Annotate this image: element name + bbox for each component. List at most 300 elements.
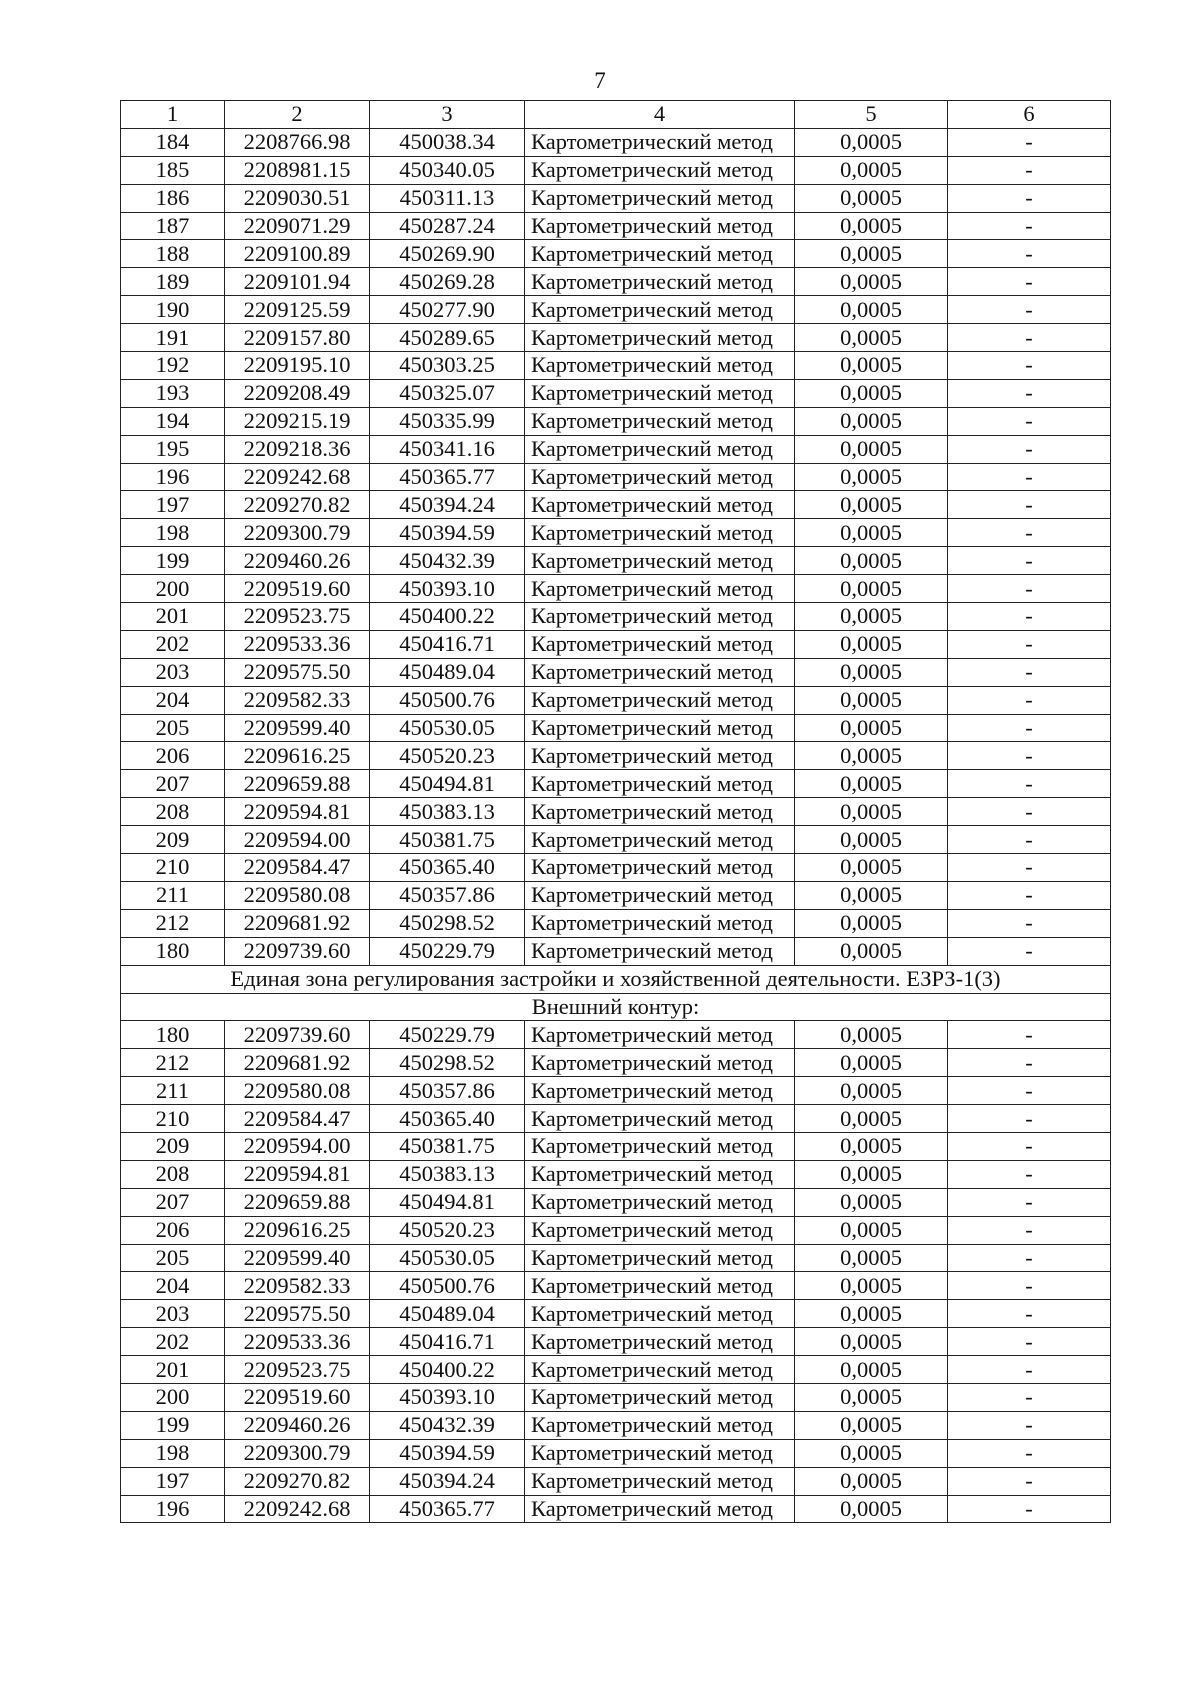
point-number-cell: 199 (121, 1411, 225, 1439)
y-coordinate-cell: 450520.23 (370, 1216, 525, 1244)
table-row (121, 1105, 1111, 1133)
table-row (121, 909, 1111, 937)
method-cell: Картометрический метод (525, 1439, 795, 1467)
note-cell: - (948, 1411, 1111, 1439)
accuracy-cell: 0,0005 (795, 240, 948, 268)
table-row (121, 1439, 1111, 1467)
method-cell: Картометрический метод (525, 240, 795, 268)
x-coordinate-cell: 2209523.75 (225, 1356, 370, 1384)
accuracy-cell: 0,0005 (795, 1495, 948, 1523)
column-header: 3 (370, 101, 525, 129)
x-coordinate-cell: 2209300.79 (225, 1439, 370, 1467)
x-coordinate-cell: 2209125.59 (225, 296, 370, 324)
y-coordinate-cell: 450530.05 (370, 1244, 525, 1272)
table-row (121, 1244, 1111, 1272)
note-cell: - (948, 714, 1111, 742)
table-row (121, 1132, 1111, 1160)
y-coordinate-cell: 450303.25 (370, 352, 525, 380)
accuracy-cell: 0,0005 (795, 352, 948, 380)
method-cell: Картометрический метод (525, 1411, 795, 1439)
method-cell: Картометрический метод (525, 1356, 795, 1384)
accuracy-cell: 0,0005 (795, 1300, 948, 1328)
y-coordinate-cell: 450520.23 (370, 742, 525, 770)
y-coordinate-cell: 450289.65 (370, 324, 525, 352)
accuracy-cell: 0,0005 (795, 658, 948, 686)
x-coordinate-cell: 2209533.36 (225, 1328, 370, 1356)
x-coordinate-cell: 2209519.60 (225, 575, 370, 603)
method-cell: Картометрический метод (525, 630, 795, 658)
table-row (121, 463, 1111, 491)
method-cell: Картометрический метод (525, 575, 795, 603)
y-coordinate-cell: 450340.05 (370, 156, 525, 184)
accuracy-cell: 0,0005 (795, 1077, 948, 1105)
contour-row (121, 993, 1111, 1021)
y-coordinate-cell: 450298.52 (370, 1049, 525, 1077)
x-coordinate-cell: 2209739.60 (225, 1021, 370, 1049)
point-number-cell: 180 (121, 937, 225, 965)
note-cell: - (948, 798, 1111, 826)
x-coordinate-cell: 2209739.60 (225, 937, 370, 965)
method-cell: Картометрический метод (525, 1049, 795, 1077)
table-row (121, 1411, 1111, 1439)
x-coordinate-cell: 2209242.68 (225, 1495, 370, 1523)
method-cell: Картометрический метод (525, 603, 795, 631)
point-number-cell: 186 (121, 184, 225, 212)
point-number-cell: 210 (121, 1105, 225, 1133)
x-coordinate-cell: 2209270.82 (225, 1467, 370, 1495)
y-coordinate-cell: 450394.59 (370, 519, 525, 547)
x-coordinate-cell: 2209100.89 (225, 240, 370, 268)
note-cell: - (948, 881, 1111, 909)
point-number-cell: 196 (121, 1495, 225, 1523)
x-coordinate-cell: 2209533.36 (225, 630, 370, 658)
x-coordinate-cell: 2209582.33 (225, 1272, 370, 1300)
x-coordinate-cell: 2209300.79 (225, 519, 370, 547)
y-coordinate-cell: 450365.77 (370, 1495, 525, 1523)
method-cell: Картометрический метод (525, 937, 795, 965)
accuracy-cell: 0,0005 (795, 435, 948, 463)
point-number-cell: 203 (121, 658, 225, 686)
column-header: 6 (948, 101, 1111, 129)
x-coordinate-cell: 2209071.29 (225, 212, 370, 240)
table-row (121, 770, 1111, 798)
point-number-cell: 195 (121, 435, 225, 463)
table-row (121, 1160, 1111, 1188)
note-cell: - (948, 324, 1111, 352)
note-cell: - (948, 826, 1111, 854)
y-coordinate-cell: 450365.40 (370, 854, 525, 882)
y-coordinate-cell: 450325.07 (370, 379, 525, 407)
table-row (121, 184, 1111, 212)
x-coordinate-cell: 2208766.98 (225, 128, 370, 156)
accuracy-cell: 0,0005 (795, 770, 948, 798)
column-header: 4 (525, 101, 795, 129)
y-coordinate-cell: 450400.22 (370, 603, 525, 631)
accuracy-cell: 0,0005 (795, 379, 948, 407)
table-row (121, 156, 1111, 184)
y-coordinate-cell: 450393.10 (370, 1383, 525, 1411)
x-coordinate-cell: 2209215.19 (225, 407, 370, 435)
table-row (121, 798, 1111, 826)
point-number-cell: 201 (121, 1356, 225, 1384)
accuracy-cell: 0,0005 (795, 407, 948, 435)
note-cell: - (948, 547, 1111, 575)
note-cell: - (948, 519, 1111, 547)
x-coordinate-cell: 2209616.25 (225, 1216, 370, 1244)
note-cell: - (948, 407, 1111, 435)
y-coordinate-cell: 450229.79 (370, 937, 525, 965)
y-coordinate-cell: 450394.59 (370, 1439, 525, 1467)
note-cell: - (948, 1495, 1111, 1523)
y-coordinate-cell: 450394.24 (370, 1467, 525, 1495)
note-cell: - (948, 1383, 1111, 1411)
accuracy-cell: 0,0005 (795, 575, 948, 603)
accuracy-cell: 0,0005 (795, 128, 948, 156)
method-cell: Картометрический метод (525, 352, 795, 380)
y-coordinate-cell: 450335.99 (370, 407, 525, 435)
method-cell: Картометрический метод (525, 519, 795, 547)
table-row (121, 1216, 1111, 1244)
point-number-cell: 212 (121, 909, 225, 937)
method-cell: Картометрический метод (525, 156, 795, 184)
x-coordinate-cell: 2209519.60 (225, 1383, 370, 1411)
point-number-cell: 185 (121, 156, 225, 184)
y-coordinate-cell: 450416.71 (370, 630, 525, 658)
x-coordinate-cell: 2209599.40 (225, 1244, 370, 1272)
table-row (121, 212, 1111, 240)
x-coordinate-cell: 2209580.08 (225, 1077, 370, 1105)
table-row (121, 1495, 1111, 1523)
accuracy-cell: 0,0005 (795, 881, 948, 909)
y-coordinate-cell: 450311.13 (370, 184, 525, 212)
accuracy-cell: 0,0005 (795, 1021, 948, 1049)
note-cell: - (948, 658, 1111, 686)
point-number-cell: 192 (121, 352, 225, 380)
point-number-cell: 211 (121, 1077, 225, 1105)
y-coordinate-cell: 450383.13 (370, 1160, 525, 1188)
page-number: 7 (594, 68, 606, 93)
table-body-part1 (121, 128, 1111, 965)
method-cell: Картометрический метод (525, 324, 795, 352)
table-row (121, 240, 1111, 268)
point-number-cell: 194 (121, 407, 225, 435)
method-cell: Картометрический метод (525, 881, 795, 909)
x-coordinate-cell: 2209594.81 (225, 1160, 370, 1188)
table-row (121, 352, 1111, 380)
method-cell: Картометрический метод (525, 184, 795, 212)
accuracy-cell: 0,0005 (795, 1356, 948, 1384)
method-cell: Картометрический метод (525, 407, 795, 435)
table-row (121, 1356, 1111, 1384)
note-cell: - (948, 603, 1111, 631)
method-cell: Картометрический метод (525, 714, 795, 742)
method-cell: Картометрический метод (525, 491, 795, 519)
accuracy-cell: 0,0005 (795, 1383, 948, 1411)
x-coordinate-cell: 2209599.40 (225, 714, 370, 742)
table-row (121, 881, 1111, 909)
y-coordinate-cell: 450494.81 (370, 1188, 525, 1216)
accuracy-cell: 0,0005 (795, 1272, 948, 1300)
point-number-cell: 207 (121, 1188, 225, 1216)
note-cell: - (948, 1160, 1111, 1188)
method-cell: Картометрический метод (525, 686, 795, 714)
accuracy-cell: 0,0005 (795, 1216, 948, 1244)
table-row (121, 630, 1111, 658)
table-row (121, 575, 1111, 603)
accuracy-cell: 0,0005 (795, 547, 948, 575)
accuracy-cell: 0,0005 (795, 714, 948, 742)
accuracy-cell: 0,0005 (795, 1188, 948, 1216)
y-coordinate-cell: 450381.75 (370, 826, 525, 854)
method-cell: Картометрический метод (525, 128, 795, 156)
x-coordinate-cell: 2209594.00 (225, 1132, 370, 1160)
note-cell: - (948, 463, 1111, 491)
note-cell: - (948, 1216, 1111, 1244)
point-number-cell: 205 (121, 714, 225, 742)
section-title: Единая зона регулирования застройки и хозяйственной деятельности. ЕЗРЗ-1(3) (121, 965, 1111, 993)
point-number-cell: 206 (121, 1216, 225, 1244)
method-cell: Картометрический метод (525, 1272, 795, 1300)
note-cell: - (948, 212, 1111, 240)
method-cell: Картометрический метод (525, 1244, 795, 1272)
point-number-cell: 198 (121, 519, 225, 547)
x-coordinate-cell: 2209523.75 (225, 603, 370, 631)
table-row (121, 1272, 1111, 1300)
accuracy-cell: 0,0005 (795, 742, 948, 770)
y-coordinate-cell: 450530.05 (370, 714, 525, 742)
note-cell: - (948, 1300, 1111, 1328)
point-number-cell: 197 (121, 491, 225, 519)
table-row (121, 937, 1111, 965)
accuracy-cell: 0,0005 (795, 1439, 948, 1467)
accuracy-cell: 0,0005 (795, 296, 948, 324)
accuracy-cell: 0,0005 (795, 937, 948, 965)
point-number-cell: 206 (121, 742, 225, 770)
note-cell: - (948, 1328, 1111, 1356)
note-cell: - (948, 128, 1111, 156)
method-cell: Картометрический метод (525, 1132, 795, 1160)
accuracy-cell: 0,0005 (795, 491, 948, 519)
accuracy-cell: 0,0005 (795, 324, 948, 352)
y-coordinate-cell: 450500.76 (370, 1272, 525, 1300)
accuracy-cell: 0,0005 (795, 1328, 948, 1356)
note-cell: - (948, 630, 1111, 658)
x-coordinate-cell: 2209242.68 (225, 463, 370, 491)
note-cell: - (948, 1105, 1111, 1133)
accuracy-cell: 0,0005 (795, 463, 948, 491)
point-number-cell: 208 (121, 798, 225, 826)
note-cell: - (948, 686, 1111, 714)
table-body-part2 (121, 1021, 1111, 1523)
table-row (121, 1049, 1111, 1077)
point-number-cell: 209 (121, 1132, 225, 1160)
point-number-cell: 190 (121, 296, 225, 324)
method-cell: Картометрический метод (525, 854, 795, 882)
coordinates-table (120, 100, 1111, 1523)
y-coordinate-cell: 450393.10 (370, 575, 525, 603)
table-row (121, 296, 1111, 324)
y-coordinate-cell: 450229.79 (370, 1021, 525, 1049)
column-header: 5 (795, 101, 948, 129)
method-cell: Картометрический метод (525, 547, 795, 575)
point-number-cell: 187 (121, 212, 225, 240)
method-cell: Картометрический метод (525, 296, 795, 324)
accuracy-cell: 0,0005 (795, 268, 948, 296)
y-coordinate-cell: 450432.39 (370, 1411, 525, 1439)
table-row (121, 547, 1111, 575)
note-cell: - (948, 854, 1111, 882)
section-row (121, 965, 1111, 993)
method-cell: Картометрический метод (525, 1328, 795, 1356)
y-coordinate-cell: 450298.52 (370, 909, 525, 937)
accuracy-cell: 0,0005 (795, 1467, 948, 1495)
point-number-cell: 184 (121, 128, 225, 156)
y-coordinate-cell: 450357.86 (370, 881, 525, 909)
accuracy-cell: 0,0005 (795, 184, 948, 212)
table-row (121, 658, 1111, 686)
y-coordinate-cell: 450269.28 (370, 268, 525, 296)
method-cell: Картометрический метод (525, 1495, 795, 1523)
note-cell: - (948, 435, 1111, 463)
note-cell: - (948, 352, 1111, 380)
y-coordinate-cell: 450365.77 (370, 463, 525, 491)
note-cell: - (948, 1021, 1111, 1049)
note-cell: - (948, 184, 1111, 212)
method-cell: Картометрический метод (525, 1188, 795, 1216)
x-coordinate-cell: 2209584.47 (225, 1105, 370, 1133)
table-row (121, 714, 1111, 742)
x-coordinate-cell: 2209157.80 (225, 324, 370, 352)
method-cell: Картометрический метод (525, 909, 795, 937)
accuracy-cell: 0,0005 (795, 156, 948, 184)
x-coordinate-cell: 2209580.08 (225, 881, 370, 909)
table-row (121, 1467, 1111, 1495)
point-number-cell: 197 (121, 1467, 225, 1495)
point-number-cell: 199 (121, 547, 225, 575)
point-number-cell: 204 (121, 686, 225, 714)
note-cell: - (948, 491, 1111, 519)
note-cell: - (948, 156, 1111, 184)
accuracy-cell: 0,0005 (795, 630, 948, 658)
table-row (121, 1021, 1111, 1049)
x-coordinate-cell: 2209594.00 (225, 826, 370, 854)
note-cell: - (948, 1467, 1111, 1495)
table-row (121, 379, 1111, 407)
table-row (121, 1328, 1111, 1356)
y-coordinate-cell: 450269.90 (370, 240, 525, 268)
table-row (121, 603, 1111, 631)
point-number-cell: 202 (121, 1328, 225, 1356)
header-row (121, 101, 1111, 129)
method-cell: Картометрический метод (525, 1077, 795, 1105)
note-cell: - (948, 770, 1111, 798)
table-row (121, 128, 1111, 156)
point-number-cell: 204 (121, 1272, 225, 1300)
method-cell: Картометрический метод (525, 1300, 795, 1328)
x-coordinate-cell: 2209681.92 (225, 909, 370, 937)
x-coordinate-cell: 2209681.92 (225, 1049, 370, 1077)
table-row (121, 1077, 1111, 1105)
y-coordinate-cell: 450494.81 (370, 770, 525, 798)
note-cell: - (948, 1077, 1111, 1105)
table-row (121, 407, 1111, 435)
table-row (121, 1188, 1111, 1216)
table-row (121, 826, 1111, 854)
column-header: 1 (121, 101, 225, 129)
point-number-cell: 203 (121, 1300, 225, 1328)
method-cell: Картометрический метод (525, 1383, 795, 1411)
x-coordinate-cell: 2209659.88 (225, 770, 370, 798)
table-row (121, 435, 1111, 463)
x-coordinate-cell: 2208981.15 (225, 156, 370, 184)
y-coordinate-cell: 450432.39 (370, 547, 525, 575)
x-coordinate-cell: 2209460.26 (225, 1411, 370, 1439)
note-cell: - (948, 909, 1111, 937)
y-coordinate-cell: 450277.90 (370, 296, 525, 324)
y-coordinate-cell: 450416.71 (370, 1328, 525, 1356)
y-coordinate-cell: 450383.13 (370, 798, 525, 826)
point-number-cell: 205 (121, 1244, 225, 1272)
accuracy-cell: 0,0005 (795, 1105, 948, 1133)
y-coordinate-cell: 450489.04 (370, 1300, 525, 1328)
accuracy-cell: 0,0005 (795, 212, 948, 240)
section-header-group (121, 965, 1111, 1021)
x-coordinate-cell: 2209659.88 (225, 1188, 370, 1216)
point-number-cell: 202 (121, 630, 225, 658)
table-row (121, 742, 1111, 770)
point-number-cell: 191 (121, 324, 225, 352)
table-row (121, 324, 1111, 352)
point-number-cell: 208 (121, 1160, 225, 1188)
y-coordinate-cell: 450381.75 (370, 1132, 525, 1160)
note-cell: - (948, 268, 1111, 296)
y-coordinate-cell: 450394.24 (370, 491, 525, 519)
accuracy-cell: 0,0005 (795, 1132, 948, 1160)
point-number-cell: 211 (121, 881, 225, 909)
x-coordinate-cell: 2209575.50 (225, 1300, 370, 1328)
table-row (121, 491, 1111, 519)
point-number-cell: 201 (121, 603, 225, 631)
x-coordinate-cell: 2209584.47 (225, 854, 370, 882)
accuracy-cell: 0,0005 (795, 909, 948, 937)
x-coordinate-cell: 2209575.50 (225, 658, 370, 686)
x-coordinate-cell: 2209195.10 (225, 352, 370, 380)
point-number-cell: 209 (121, 826, 225, 854)
point-number-cell: 200 (121, 575, 225, 603)
accuracy-cell: 0,0005 (795, 854, 948, 882)
table-row (121, 686, 1111, 714)
accuracy-cell: 0,0005 (795, 1411, 948, 1439)
point-number-cell: 188 (121, 240, 225, 268)
x-coordinate-cell: 2209460.26 (225, 547, 370, 575)
point-number-cell: 210 (121, 854, 225, 882)
note-cell: - (948, 1244, 1111, 1272)
method-cell: Картометрический метод (525, 212, 795, 240)
method-cell: Картометрический метод (525, 658, 795, 686)
table-row (121, 1383, 1111, 1411)
point-number-cell: 198 (121, 1439, 225, 1467)
accuracy-cell: 0,0005 (795, 1244, 948, 1272)
column-header: 2 (225, 101, 370, 129)
note-cell: - (948, 937, 1111, 965)
method-cell: Картометрический метод (525, 1467, 795, 1495)
table-row (121, 854, 1111, 882)
point-number-cell: 212 (121, 1049, 225, 1077)
note-cell: - (948, 240, 1111, 268)
method-cell: Картометрический метод (525, 798, 795, 826)
y-coordinate-cell: 450489.04 (370, 658, 525, 686)
method-cell: Картометрический метод (525, 770, 795, 798)
